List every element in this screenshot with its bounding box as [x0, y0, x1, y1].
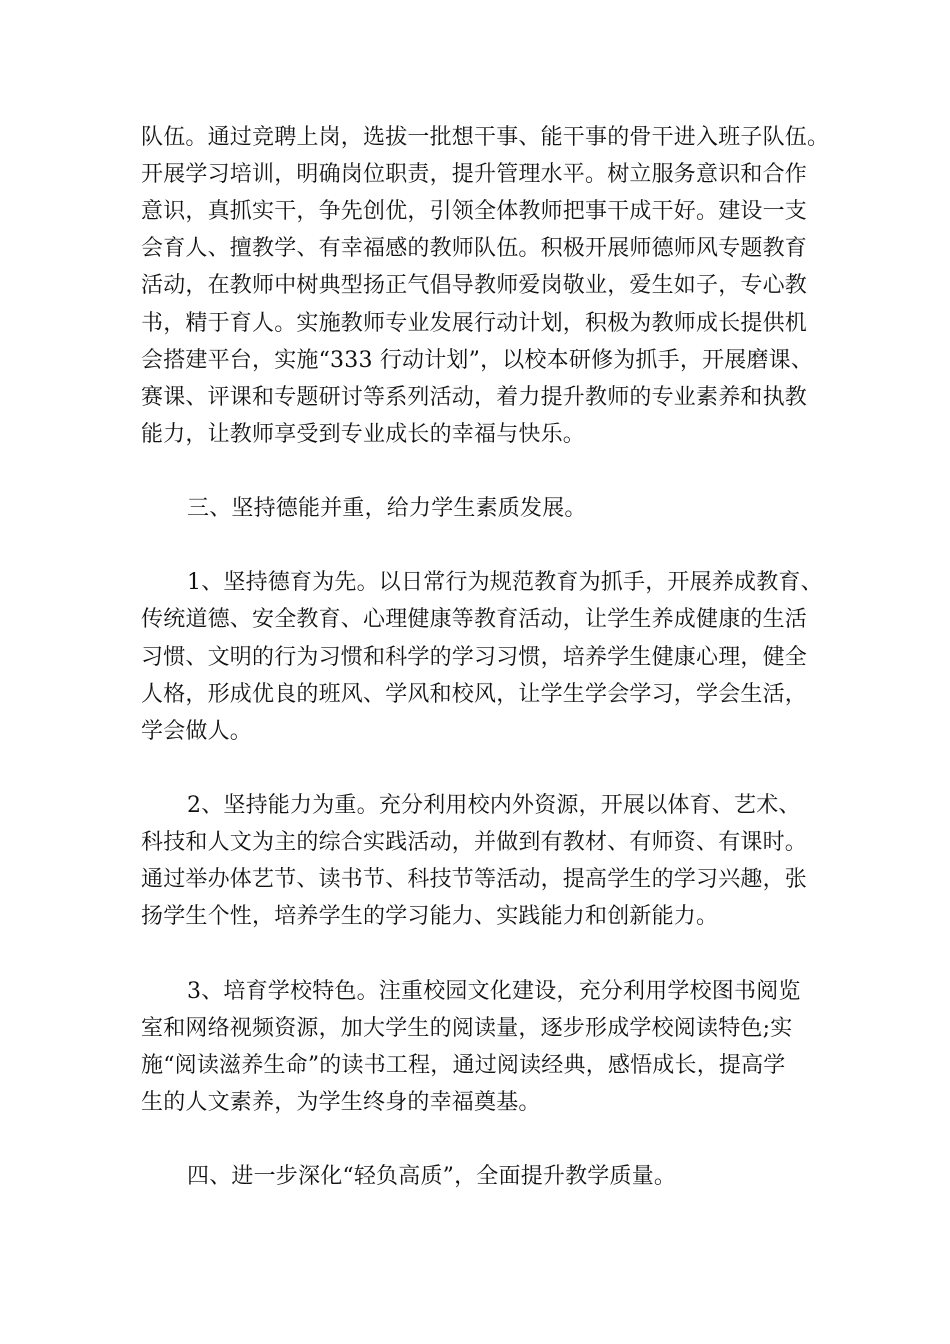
text-line: 通过举办体艺节、读书节、科技节等活动，提高学生的学习兴趣，张: [141, 867, 808, 892]
paragraph-start: 2、坚持能力为重。充分利用校内外资源，开展以体育、艺术、: [187, 793, 801, 818]
text-line: 书，精于育人。实施教师专业发展行动计划，积极为教师成长提供机: [141, 311, 808, 336]
paragraph-start: 1、坚持德育为先。以日常行为规范教育为抓手，开展养成教育、: [187, 570, 823, 595]
paragraph-start: 3、培育学校特色。注重校园文化建设，充分利用学校图书阅览: [187, 979, 801, 1004]
text-line: 能力，让教师享受到专业成长的幸福与快乐。: [141, 422, 586, 447]
text-line: 科技和人文为主的综合实践活动，并做到有教材、有师资、有课时。: [141, 830, 808, 855]
text-line: 队伍。通过竞聘上岗，选拔一批想干事、能干事的骨干进入班子队伍。: [141, 125, 830, 150]
text-line: 人格，形成优良的班风、学风和校风，让学生学会学习，学会生活，: [141, 682, 808, 707]
text-line: 学会做人。: [141, 719, 253, 744]
section-heading: 三、坚持德能并重，给力学生素质发展。: [187, 496, 587, 521]
section-heading: 四、进一步深化“轻负高质”，全面提升教学质量。: [187, 1164, 677, 1189]
text-line: 传统道德、安全教育、心理健康等教育活动，让学生养成健康的生活: [141, 607, 808, 632]
text-line: 赛课、评课和专题研讨等系列活动，着力提升教师的专业素养和执教: [141, 385, 808, 410]
text-line: 意识，真抓实干，争先创优，引领全体教师把事干成干好。建设一支: [141, 199, 808, 224]
text-line: 生的人文素养，为学生终身的幸福奠基。: [141, 1090, 541, 1115]
text-line: 会搭建平台，实施“333 行动计划”，以校本研修为抓手，开展磨课、: [141, 348, 814, 373]
text-line: 活动，在教师中树典型扬正气倡导教师爱岗敬业，爱生如子，专心教: [141, 273, 808, 298]
text-line: 室和网络视频资源，加大学生的阅读量，逐步形成学校阅读特色;实: [141, 1016, 793, 1041]
text-line: 施“阅读滋养生命”的读书工程，通过阅读经典，感悟成长，提高学: [141, 1053, 786, 1078]
text-line: 开展学习培训，明确岗位职责，提升管理水平。树立服务意识和合作: [141, 162, 808, 187]
text-line: 扬学生个性，培养学生的学习能力、实践能力和创新能力。: [141, 904, 719, 929]
text-line: 会育人、擅教学、有幸福感的教师队伍。积极开展师德师风专题教育: [141, 236, 808, 261]
text-line: 习惯、文明的行为习惯和科学的学习习惯，培养学生健康心理，健全: [141, 645, 808, 670]
